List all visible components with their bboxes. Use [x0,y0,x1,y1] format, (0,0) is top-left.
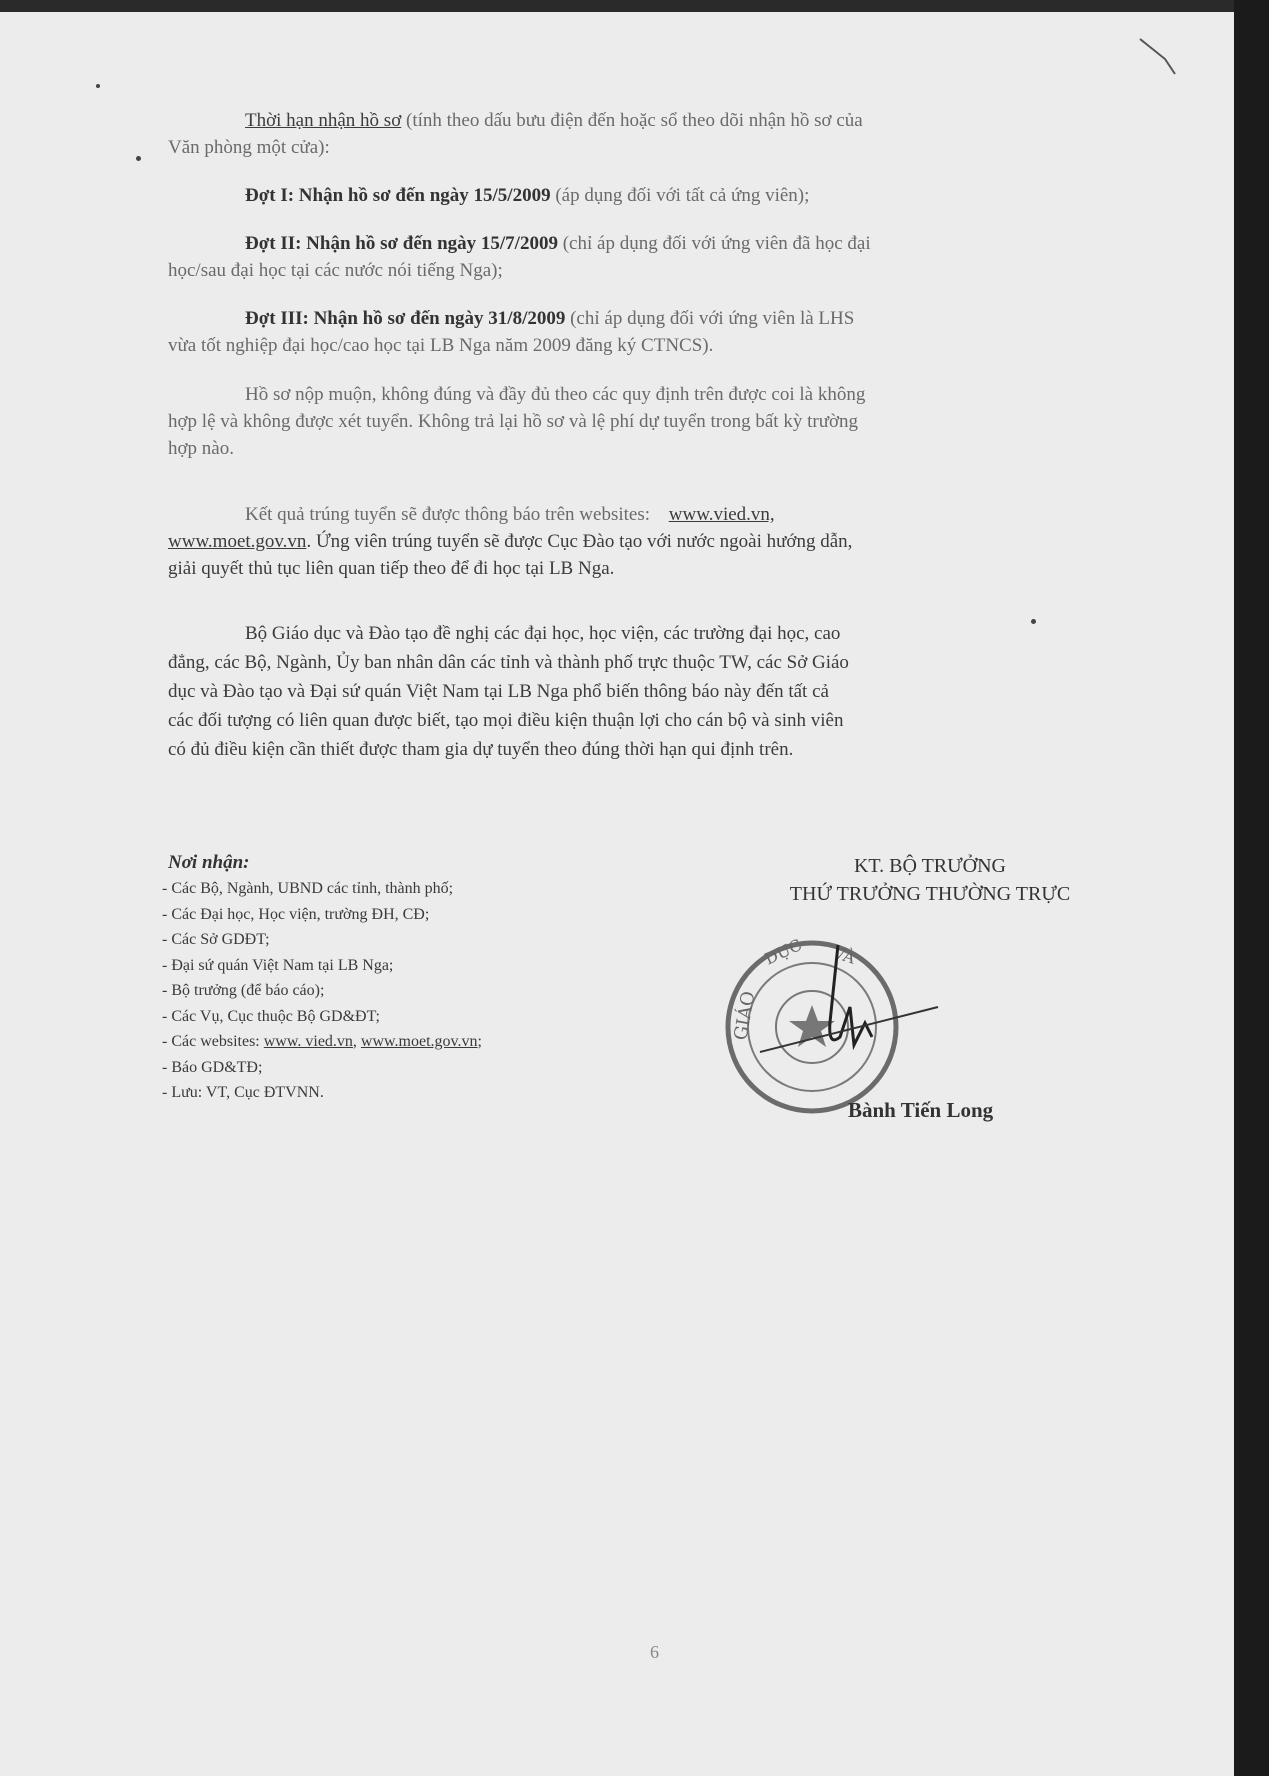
round-1 [245,184,809,208]
late-paragraph-line: hợp lệ và không được xét tuyển. Không trả lại hồ sơ và lệ phí dự tuyển trong bất kỳ trường [168,411,859,432]
late-paragraph-line: hợp nào. [168,438,234,459]
results-text-cont: . Ứng viên trúng tuyển sẽ được Cục Đào tạo với nước ngoài hướng dẫn, [306,531,853,552]
vied-link[interactable]: www.vied.vn, [668,504,775,525]
round-1-note: (áp dụng đối với tất cả ứng viên); [550,185,810,206]
round-3 [245,307,854,331]
websites-vied-link[interactable]: www. vied.vn [263,1033,353,1050]
ministry-paragraph-line: Bộ Giáo dục và Đào tạo đề nghị các đại học, học viện, các trường đại học, cao [245,623,841,644]
scan-speck [96,84,100,88]
official-seal [720,927,940,1127]
round-2-note: (chỉ áp dụng đối với ứng viên đã học đại [557,233,871,254]
signature-title [710,852,1150,908]
recipients-title: Nơi nhận: [168,852,250,873]
recipient-item: - Báo GD&TĐ; [162,1058,263,1076]
deadline-line [245,109,863,133]
round-1-label: Đợt I: Nhận hồ sơ đến ngày 15/5/2009 [245,185,551,206]
websites-moet-link[interactable]: www.moet.gov.vn [360,1033,478,1050]
seal-text-left: GIÁO [730,989,760,1042]
results-line-1 [245,503,775,527]
signer-name: Bành Tiến Long [848,1098,994,1122]
recipient-item: - Lưu: VT, Cục ĐTVNN. [162,1084,324,1101]
seal-text-top2: VÀ [830,942,858,968]
recipient-item: - Đại sứ quán Việt Nam tại LB Nga; [162,956,394,974]
deadline-note: (tính theo dấu bưu điện đến hoặc sổ theo dõi nhận hồ sơ của [401,110,863,131]
recipient-item: - Các Vụ, Cục thuộc Bộ GD&ĐT; [162,1007,380,1025]
round-2-label: Đợt II: Nhận hồ sơ đến ngày 15/7/2009 [245,233,558,254]
deadline-note-cont: Văn phòng một cửa): [168,137,330,158]
ministry-paragraph-line: đẳng, các Bộ, Ngành, Ủy ban nhân dân các tỉnh và thành phố trực thuộc TW, các Sở Giáo [168,652,849,673]
signature-title-line2: THỨ TRƯỞNG THƯỜNG TRỰC [789,883,1071,905]
round-2-note-cont: học/sau đại học tại các nước nói tiếng Nga); [168,260,503,281]
ministry-paragraph-line: có đủ điều kiện cần thiết được tham gia dự tuyển theo đúng thời hạn qui định trên. [168,739,794,760]
seal-text-top: DỤC [761,935,805,969]
round-3-note: (chỉ áp dụng đối với ứng viên là LHS [565,308,855,329]
results-text: Kết quả trúng tuyển sẽ được thông báo trên websites: [245,504,651,525]
ministry-paragraph-line: các đối tượng có liên quan được biết, tạo mọi điều kiện thuận lợi cho cán bộ và sinh viên [168,710,844,731]
round-3-note-cont: vừa tốt nghiệp đại học/cao học tại LB Nga năm 2009 đăng ký CTNCS). [168,335,714,356]
scan-speck [1031,619,1036,624]
recipients-list [162,876,482,1106]
recipient-item-websites [162,1029,482,1055]
late-paragraph-line: Hồ sơ nộp muộn, không đúng và đầy đủ theo các quy định trên được coi là không [245,384,866,405]
results-line-2 [168,530,852,554]
ministry-paragraph-line: dục và Đào tạo và Đại sứ quán Việt Nam tại LB Nga phổ biến thông báo này đến tất cả [168,681,829,702]
round-2 [245,232,871,256]
recipient-item: - Bộ trưởng (để báo cáo); [162,982,325,999]
document-page [0,12,1234,1776]
scan-speck [136,156,141,161]
scan-mark [1135,34,1185,84]
moet-link[interactable]: www.moet.gov.vn [168,531,307,552]
results-line-3: giải quyết thủ tục liên quan tiếp theo để đi học tại LB Nga. [168,558,615,579]
signature-title-line1: KT. BỘ TRƯỞNG [853,855,1006,877]
deadline-label: Thời hạn nhận hồ sơ [245,110,402,131]
round-3-label: Đợt III: Nhận hồ sơ đến ngày 31/8/2009 [245,308,566,329]
websites-sep: , [352,1033,361,1050]
websites-suffix: ; [477,1033,482,1050]
websites-prefix: - Các websites: [162,1033,264,1050]
scan-edge [1234,0,1269,1776]
recipient-item: - Các Sở GDĐT; [162,931,270,948]
recipient-item: - Các Bộ, Ngành, UBND các tỉnh, thành phố; [162,880,454,897]
page-number: 6 [650,1642,659,1662]
recipient-item: - Các Đại học, Học viện, trường ĐH, CĐ; [162,905,430,923]
